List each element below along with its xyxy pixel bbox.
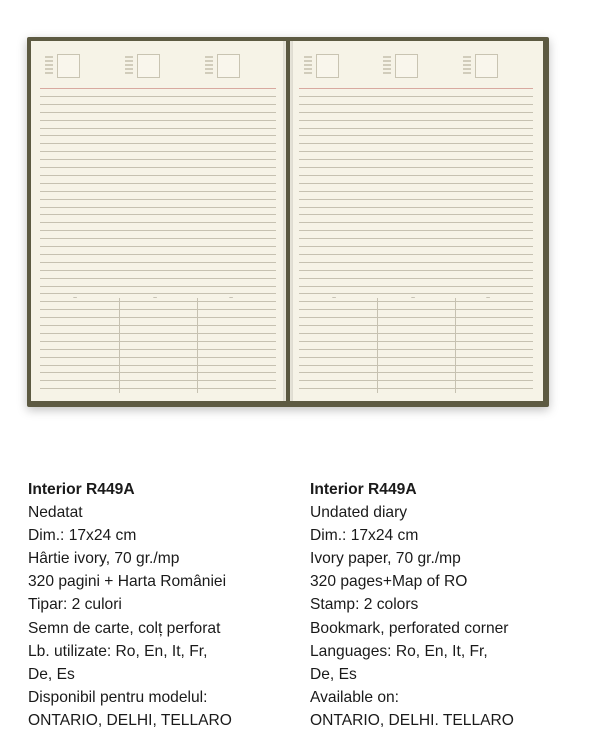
ruled-line xyxy=(299,214,533,215)
ruled-line xyxy=(40,365,276,366)
spec-line: De, Es xyxy=(310,665,357,683)
ruled-line xyxy=(40,112,276,113)
ruled-line xyxy=(299,388,533,389)
product-title: Interior R449A xyxy=(28,481,135,498)
ruled-line xyxy=(40,380,276,381)
column-divider xyxy=(197,298,198,393)
ruled-line xyxy=(299,254,533,255)
spec-line: Semn de carte, colț perforat xyxy=(28,619,221,637)
spec-line: Dim.: 17x24 cm xyxy=(28,527,137,545)
ruled-line xyxy=(40,120,276,121)
spec-line: De, Es xyxy=(28,665,75,683)
spec-line: Available on: xyxy=(310,688,400,706)
ruled-line xyxy=(40,388,276,389)
ruled-line xyxy=(299,207,533,208)
ruled-line xyxy=(40,357,276,358)
ruled-line xyxy=(40,270,276,271)
section-mark: ~ xyxy=(73,295,78,302)
ruled-line xyxy=(40,278,276,279)
ruled-line xyxy=(299,112,533,113)
spec-line: Dim.: 17x24 cm xyxy=(310,527,419,545)
section-mark: ~ xyxy=(229,295,234,302)
ruled-line xyxy=(40,135,276,136)
ruled-line xyxy=(299,167,533,168)
diary-interior-photo xyxy=(27,37,549,407)
ruled-line xyxy=(299,317,533,318)
ruled-line xyxy=(40,199,276,200)
spec-line: Undated diary xyxy=(310,504,408,522)
ruled-line xyxy=(40,222,276,223)
spec-line: Languages: Ro, En, It, Fr, xyxy=(310,642,488,660)
spec-line: 320 pagini + Harta României xyxy=(28,573,227,591)
ruled-line xyxy=(40,143,276,144)
section-mark: ~ xyxy=(153,295,158,302)
ruled-line xyxy=(40,183,276,184)
ruled-line xyxy=(299,128,533,129)
date-label-mark xyxy=(45,56,53,74)
column-divider xyxy=(377,298,378,393)
page-header-date-boxes xyxy=(40,52,276,82)
spec-line: 320 pages+Map of RO xyxy=(310,573,468,591)
ruled-line xyxy=(40,372,276,373)
ruled-line xyxy=(40,214,276,215)
left-page xyxy=(31,41,286,401)
ruled-line xyxy=(40,167,276,168)
spec-line: Tipar: 2 culori xyxy=(28,596,122,614)
date-label-mark xyxy=(383,56,391,74)
right-page xyxy=(290,41,543,401)
column-divider xyxy=(455,298,456,393)
english-description xyxy=(310,478,514,732)
ruled-line xyxy=(299,246,533,247)
ruled-line xyxy=(299,230,533,231)
date-box xyxy=(217,54,240,78)
ruled-line xyxy=(40,207,276,208)
ruled-line xyxy=(299,238,533,239)
ruled-line xyxy=(299,278,533,279)
ruled-line xyxy=(299,270,533,271)
page-header-date-boxes xyxy=(299,52,533,82)
ruled-line xyxy=(299,143,533,144)
ruled-line xyxy=(40,88,276,89)
ruled-line xyxy=(40,262,276,263)
ruled-line xyxy=(40,238,276,239)
ruled-line xyxy=(299,104,533,105)
ruled-line xyxy=(299,96,533,97)
spec-line: ONTARIO, DELHI, TELLARO xyxy=(28,711,232,729)
ruled-line xyxy=(40,151,276,152)
ruled-line xyxy=(299,175,533,176)
ruled-line xyxy=(40,159,276,160)
ruled-line xyxy=(40,349,276,350)
left-page-lines xyxy=(40,41,276,401)
right-page-lines xyxy=(299,41,533,401)
ruled-line xyxy=(40,191,276,192)
ruled-line xyxy=(40,325,276,326)
date-box xyxy=(316,54,339,78)
ruled-line xyxy=(299,135,533,136)
date-box xyxy=(475,54,498,78)
ruled-line xyxy=(299,191,533,192)
spec-line: Lb. utilizate: Ro, En, It, Fr, xyxy=(28,642,208,660)
ruled-line xyxy=(299,183,533,184)
section-mark: ~ xyxy=(411,295,416,302)
ruled-line xyxy=(299,341,533,342)
ruled-line xyxy=(299,357,533,358)
spec-line: Nedatat xyxy=(28,504,83,522)
ruled-line xyxy=(299,349,533,350)
section-mark: ~ xyxy=(486,295,491,302)
ruled-line xyxy=(299,325,533,326)
spec-line: Bookmark, perforated corner xyxy=(310,619,509,637)
ruled-line xyxy=(299,365,533,366)
ruled-line xyxy=(40,341,276,342)
date-label-mark xyxy=(463,56,471,74)
spec-line: Hârtie ivory, 70 gr./mp xyxy=(28,550,180,568)
date-label-mark xyxy=(125,56,133,74)
date-box xyxy=(137,54,160,78)
ruled-line xyxy=(299,199,533,200)
spec-line: Ivory paper, 70 gr./mp xyxy=(310,550,461,568)
ruled-line xyxy=(40,96,276,97)
section-mark: ~ xyxy=(332,295,337,302)
romanian-description xyxy=(28,478,232,732)
date-label-mark xyxy=(304,56,312,74)
ruled-line xyxy=(299,88,533,89)
ruled-line xyxy=(40,254,276,255)
ruled-line xyxy=(299,120,533,121)
ruled-line xyxy=(40,317,276,318)
ruled-line xyxy=(299,372,533,373)
ruled-line xyxy=(299,151,533,152)
ruled-line xyxy=(40,246,276,247)
date-box xyxy=(395,54,418,78)
ruled-line xyxy=(40,175,276,176)
ruled-line xyxy=(40,309,276,310)
spec-line: Stamp: 2 colors xyxy=(310,596,419,614)
date-box xyxy=(57,54,80,78)
product-title: Interior R449A xyxy=(310,481,417,498)
ruled-line xyxy=(299,333,533,334)
spec-line: Disponibil pentru modelul: xyxy=(28,688,208,706)
ruled-line xyxy=(299,222,533,223)
ruled-line xyxy=(299,380,533,381)
ruled-line xyxy=(299,262,533,263)
ruled-line xyxy=(299,159,533,160)
spine-shadow xyxy=(283,41,293,401)
ruled-line xyxy=(299,286,533,287)
column-divider xyxy=(119,298,120,393)
spec-line: ONTARIO, DELHI. TELLARO xyxy=(310,711,514,729)
ruled-line xyxy=(40,104,276,105)
ruled-line xyxy=(40,230,276,231)
ruled-line xyxy=(299,309,533,310)
ruled-line xyxy=(40,286,276,287)
ruled-line xyxy=(40,333,276,334)
date-label-mark xyxy=(205,56,213,74)
ruled-line xyxy=(40,128,276,129)
